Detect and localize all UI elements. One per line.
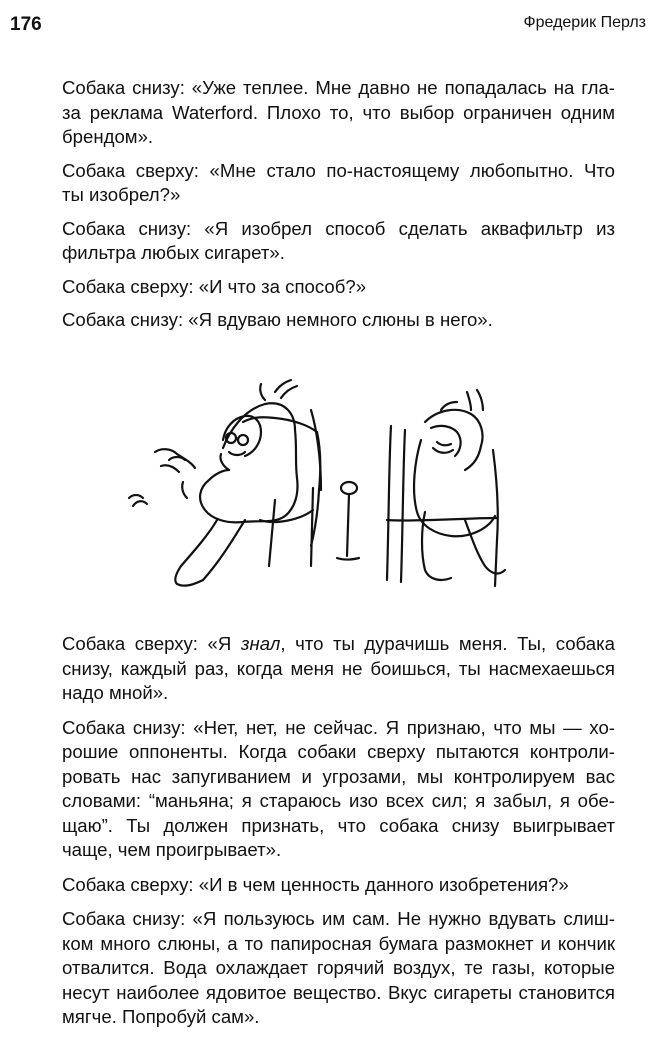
paragraph xyxy=(62,275,615,300)
text-line: ровать нас запугиванием и угрозами, мы контролируем вас xyxy=(62,765,615,787)
paragraph xyxy=(62,632,615,706)
paragraph xyxy=(62,873,615,898)
paragraph xyxy=(62,308,615,333)
text-line: мягче. Попробуй сам». xyxy=(62,1006,260,1027)
text-line: ком много слюны, а то папиросная бумага размокнет и кончик xyxy=(62,932,615,954)
text-line: словами: “маньяна; я стараюсь изо всех сил; я забыл, я обе- xyxy=(62,790,615,811)
text-line: Собака сверху: «И что за способ?» xyxy=(62,275,367,297)
text-line: Собака сверху: «Я знал, что ты дурачишь меня. Ты, собака xyxy=(62,633,615,654)
text-line: отвалится. Вода охлаждает горячий воздух, те газы, которые xyxy=(62,957,615,978)
text-block-bottom xyxy=(62,632,615,1040)
text-line: Собака снизу: «Я пользуюсь им сам. Не нужно вдувать слиш- xyxy=(62,908,615,929)
paragraph xyxy=(62,907,615,1030)
text-line: надо мной». xyxy=(62,682,169,703)
paragraph xyxy=(62,76,615,150)
paragraph xyxy=(62,716,615,863)
paragraph xyxy=(62,217,615,266)
text-line: ты изобрел?» xyxy=(62,184,181,205)
page-number: 176 xyxy=(10,14,42,35)
text-line: чаще, чем проигрывает». xyxy=(62,839,282,860)
emphasis-word: знал xyxy=(240,633,281,654)
text-line: Собака снизу: «Я изобрел способ сделать аквафильтр из xyxy=(62,217,615,239)
text-line: рошие оппоненты. Когда собаки сверху пытаются контроли- xyxy=(62,741,615,762)
paragraph xyxy=(62,159,615,208)
text-line: Собака сверху: «И в чем ценность данного изобретения?» xyxy=(62,873,569,895)
text-line: за реклама Waterford. Плохо то, что выбор ограничен одним xyxy=(62,101,615,123)
text-line: Собака снизу: «Нет, нет, не сейчас. Я признаю, что мы — хо- xyxy=(62,716,615,738)
text-line: фильтра любых сигарет». xyxy=(62,242,285,263)
text-line: брендом». xyxy=(62,126,154,147)
text-block-top xyxy=(62,76,615,342)
text-line: Собака снизу: «Я вдуваю немного слюны в него». xyxy=(62,309,493,330)
text-line: щаю”. Ты должен признать, что собака снизу выигрывает xyxy=(62,814,615,836)
two-dogs-sketch-icon xyxy=(125,370,525,596)
text-line: снизу, каждый раз, когда меня не боишься, ты насмехаешься xyxy=(62,657,615,679)
running-title: Фредерик Перлз xyxy=(523,14,646,31)
text-line: Собака снизу: «Уже теплее. Мне давно не попадалась на гла- xyxy=(62,77,615,98)
text-line: несут наиболее ядовитое вещество. Вкус сигареты становится xyxy=(62,981,615,1003)
text-line: Собака сверху: «Мне стало по-настоящему любопытно. Что xyxy=(62,159,615,181)
